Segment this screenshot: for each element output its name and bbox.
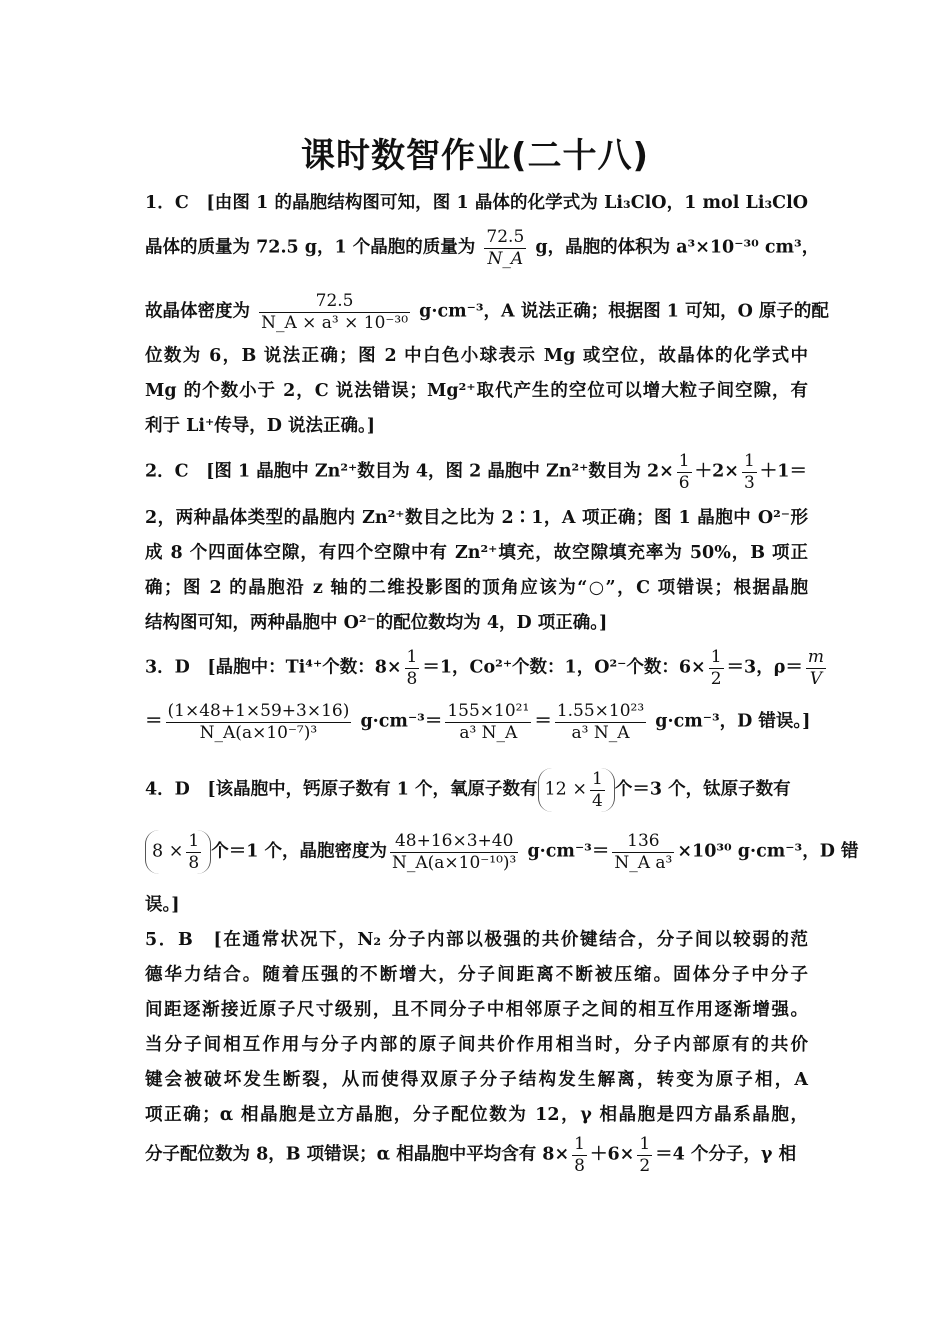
answer-3-line-1: 3．D [晶胞中：Ti⁴⁺个数：8× $\frac{1}{8}$ ＝1，Co²⁺个数：1，O²⁻个数：6× $\frac{1}{2}$ ＝3，ρ＝ $\frac{m}{V}$	[145, 647, 824, 689]
fraction: $\frac{m}{V}$	[807, 647, 824, 689]
answer-1-line-1: 1．C [由图 1 的晶胞结构图可知，图 1 晶体的化学式为 Li₃ClO，1 mol Li₃ClO	[145, 193, 808, 213]
answer-5-line-5: 键会被破坏发生断裂，从而使得双原子分子结构发生解离，转变为原子相，A	[145, 1070, 808, 1090]
fraction: $\frac{\text{1.55×10²³}}{\text{a³ N\_A}}$	[556, 701, 645, 743]
fraction: $\frac{48+16\times 3+40}{\text{N\_A(a×10⁻¹⁰)³}}$	[391, 831, 517, 873]
answer-1-line-5: Mg 的个数小于 2，C 说法错误；Mg²⁺取代产生的空位可以增大粒子间空隙，有	[145, 381, 808, 401]
fraction: $\frac{1}{4}$	[592, 769, 603, 811]
parenthesized-expression: 12 × $\frac{1}{4}$	[538, 768, 615, 812]
answer-1-line-2: 晶体的质量为 72.5 g，1 个晶胞的质量为 $\frac{72.5}{N\_A}$ g，晶胞的体积为 a³×10⁻³⁰ cm³，	[145, 227, 820, 269]
fraction: $\frac{1}{2}$	[710, 647, 722, 689]
fraction: $\frac{1}{2}$	[639, 1134, 651, 1176]
page-title: 课时数智作业(二十八)	[300, 136, 650, 176]
fraction: $\frac{1}{8}$	[574, 1134, 585, 1176]
fraction: $\frac{72.5}{N\_A}$	[486, 227, 525, 269]
answer-2-line-3: 成 8 个四面体空隙，有四个空隙中有 Zn²⁺填充，故空隙填充率为 50%，B 项正	[145, 543, 808, 563]
answer-2-line-1: 2．C [图 1 晶胞中 Zn²⁺数目为 4，图 2 晶胞中 Zn²⁺数目为 2× $\frac{1}{6}$ ＋2× $\frac{1}{3}$ ＋1＝	[145, 451, 807, 493]
answer-4-line-1: 4．D [该晶胞中，钙原子数有 1 个，氧原子数有 12 × $\frac{1}{4}$ 个＝3 个，钛原子数有	[145, 769, 791, 811]
answer-4-line-3: 误。]	[145, 895, 180, 915]
answer-1-line-3: 故晶体密度为 $\frac{72.5}{\text{N\_A × a³ × 10⁻³⁰}}$ g·cm⁻³，A 说法正确；根据图 1 可知，O 原子的配	[145, 291, 829, 333]
answer-5-line-4: 当分子间相互作用与分子内部的原子间共价作用相当时，分子内部原有的共价	[145, 1035, 808, 1055]
answer-4-line-2: 8 × $\frac{1}{8}$ 个＝1 个，晶胞密度为 $\frac{48+16\times 3+40}{\text{N\_A(a×10⁻¹⁰)³}}$ g·cm⁻³＝ $\frac{136}{\text{N\_A a³}}$ ×10³⁰ g·cm⁻³，D 错	[145, 830, 808, 874]
fraction: $\frac{1}{8}$	[188, 831, 200, 873]
fraction: $\frac{\text{155×10²¹}}{\text{a³ N\_A}}$	[447, 701, 530, 743]
answer-5-line-6: 项正确；α 相晶胞是立方晶胞，分子配位数为 12，γ 相晶胞是四方晶系晶胞，	[145, 1105, 808, 1125]
answer-5-line-2: 德华力结合。随着压强的不断增大，分子间距离不断被压缩。固体分子中分子	[145, 965, 808, 985]
answer-2-line-4: 确；图 2 的晶胞沿 z 轴的二维投影图的顶角应该为“○”，C 项错误；根据晶胞	[145, 578, 808, 598]
fraction: $\frac{(1\times 48+1\times 59+3\times 16)}{\text{N\_A(a×10⁻⁷)³}}$	[167, 701, 350, 743]
answer-1-line-4: 位数为 6，B 说法正确；图 2 中白色小球表示 Mg 或空位，故晶体的化学式中	[145, 346, 808, 366]
fraction: $\frac{1}{6}$	[678, 451, 690, 493]
answer-5-line-1: 5．B [在通常状况下，N₂ 分子内部以极强的共价键结合，分子间以较弱的范	[145, 930, 808, 950]
parenthesized-expression: 8 × $\frac{1}{8}$	[145, 830, 211, 874]
answer-2-line-5: 结构图可知，两种晶胞中 O²⁻的配位数均为 4，D 项正确。]	[145, 613, 608, 633]
fraction: $\frac{1}{8}$	[406, 647, 418, 689]
fraction: $\frac{1}{3}$	[743, 451, 755, 493]
answer-3-line-2: ＝ $\frac{(1\times 48+1\times 59+3\times 16)}{\text{N\_A(a×10⁻⁷)³}}$ g·cm⁻³＝ $\frac{\text{155×10²¹}}{\text{a³ N\_A}}$ ＝ $\frac{\text{1.55×10²³}}{\text{a³ N\_A}}$ g·cm⁻³，D 错误。]	[145, 701, 811, 743]
fraction: $\frac{136}{\text{N\_A a³}}$	[614, 831, 673, 873]
fraction: $\frac{72.5}{\text{N\_A × a³ × 10⁻³⁰}}$	[261, 291, 409, 333]
answer-5-line-7: 分子配位数为 8，B 项错误；α 相晶胞中平均含有 8× $\frac{1}{8}$ ＋6× $\frac{1}{2}$ ＝4 个分子，γ 相	[145, 1134, 797, 1176]
answer-5-line-3: 间距逐渐接近原子尺寸级别，且不同分子中相邻原子之间的相互作用逐渐增强。	[145, 1000, 808, 1020]
answer-2-line-2: 2，两种晶体类型的晶胞内 Zn²⁺数目之比为 2∶1，A 项正确；图 1 晶胞中 O²⁻形	[145, 508, 808, 528]
answer-1-line-6: 利于 Li⁺传导，D 说法正确。]	[145, 416, 376, 436]
